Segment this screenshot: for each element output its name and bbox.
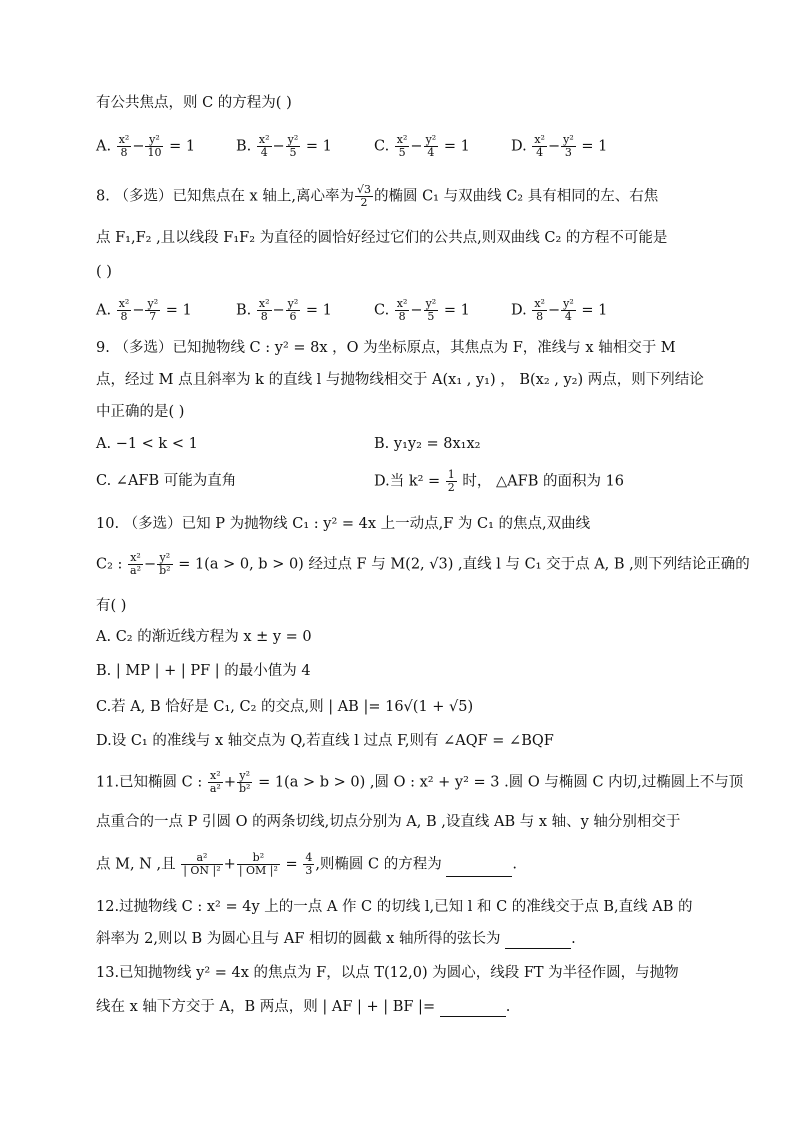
q9-stem-line-3: 中正确的是( ) [96, 404, 185, 420]
q13-stem-line-1: 13.已知抛物线 y² = 4x 的焦点为 F，以点 T(12,0) 为圆心，线段 FT 为半径作圆，与抛物 [96, 965, 679, 981]
q8-option-c[interactable]: C. $\frac{\text{x²}}{8}$ − $\frac{\text{y²}}{5}$ = 1 [374, 297, 470, 323]
q10-option-b[interactable]: B. | MP | + | PF | 的最小值为 4 [96, 663, 311, 679]
q7-option-d[interactable]: D. $\frac{\text{x²}}{4}$ − $\frac{\text{y²}}{3}$ = 1 [511, 133, 608, 159]
q12-stem-line-2: 斜率为 2,则以 B 为圆心且与 AF 相切的圆截 x 轴所得的弦长为 . [96, 931, 576, 947]
q8-option-b[interactable]: B. $\frac{\text{x²}}{8}$ − $\frac{\text{y²}}{6}$ = 1 [236, 297, 332, 323]
q9-stem-line-2: 点，经过 M 点且斜率为 k 的直线 l 与抛物线相交于 A(x₁ , y₁) ， B(x₂ , y₂) 两点，则下列结论 [96, 372, 704, 388]
q8-stem-line-2: 点 F₁,F₂ ,且以线段 F₁F₂ 为直径的圆恰好经过它们的公共点,则双曲线 C₂ 的方程不可能是 [96, 230, 668, 246]
q7-option-c[interactable]: C. $\frac{\text{x²}}{5}$ − $\frac{\text{y²}}{4}$ = 1 [374, 133, 470, 159]
q8-stem-line-3: ( ) [96, 264, 112, 280]
q9-option-b[interactable]: B. y₁y₂ = 8x₁x₂ [374, 436, 481, 452]
q7-option-a[interactable]: A. $\frac{\text{x²}}{8}$ − $\frac{\text{y²}}{10}$ = 1 [96, 133, 196, 159]
q9-option-a[interactable]: A. −1 < k < 1 [96, 436, 198, 452]
q10-option-c[interactable]: C.若 A, B 恰好是 C₁, C₂ 的交点,则 | AB |= 16√(1 + √5) [96, 699, 474, 715]
q7-stem-tail: 有公共焦点，则 C 的方程为( ) [96, 95, 292, 111]
q9-option-c[interactable]: C. ∠AFB 可能为直角 [96, 473, 237, 489]
q11-stem-line-2: 点重合的一点 P 引圆 O 的两条切线,切点分别为 A, B ,设直线 AB 与 x 轴、y 轴分别相交于 [96, 814, 681, 830]
q8-option-a[interactable]: A. $\frac{\text{x²}}{8}$ − $\frac{\text{y²}}{7}$ = 1 [96, 297, 192, 323]
q10-stem-line-1: 10. （多选）已知 P 为抛物线 C₁ : y² = 4x 上一动点,F 为 C₁ 的焦点,双曲线 [96, 516, 591, 532]
q8-stem-line-1: 8. （多选）已知焦点在 x 轴上,离心率为 $\frac{√3}{2}$ 的椭圆 C₁ 与双曲线 C₂ 具有相同的左、右焦 [96, 183, 659, 209]
q11-answer-blank[interactable] [446, 862, 512, 877]
q10-stem-line-2: C₂ : $\frac{\text{x²}}{\text{a²}}$ − $\frac{\text{y²}}{\text{b²}}$ = 1(a > 0, b > 0) 经过点 F 与 M(2, √3) ,直线 l 与 C₁ 交于点 A, B ,则下列结论正确的 [96, 551, 750, 577]
q9-stem-line-1: 9. （多选）已知抛物线 C : y² = 8x ，O 为坐标原点，其焦点为 F，准线与 x 轴相交于 M [96, 340, 676, 356]
q10-option-a[interactable]: A. C₂ 的渐近线方程为 x ± y = 0 [96, 629, 312, 645]
q12-answer-blank[interactable] [505, 934, 571, 949]
q10-stem-line-3: 有( ) [96, 598, 127, 614]
q11-stem-line-1: 11.已知椭圆 C : $\frac{\text{x²}}{\text{a²}}$ + $\frac{\text{y²}}{\text{b²}}$ = 1(a > b > 0) ,圆 O : x² + y² = 3 .圆 O 与椭圆 C 内切,过椭圆上不与顶 [96, 769, 744, 795]
q7-option-b[interactable]: B. $\frac{\text{x²}}{4}$ − $\frac{\text{y²}}{5}$ = 1 [236, 133, 332, 159]
q11-stem-line-3: 点 M, N ,且 $\frac{\text{a²}}{\text{| ON |²}}$ + $\frac{\text{b²}}{\text{| OM |²}}$ = $\frac{4}{3}$ ,则椭圆 C 的方程为 . [96, 851, 517, 877]
eccentricity-fraction: $\frac{√3}{2}$ [356, 183, 371, 209]
q10-option-d[interactable]: D.设 C₁ 的准线与 x 轴交点为 Q,若直线 l 过点 F,则有 ∠AQF = ∠BQF [96, 733, 554, 749]
q8-option-d[interactable]: D. $\frac{\text{x²}}{8}$ − $\frac{\text{y²}}{4}$ = 1 [511, 297, 608, 323]
q13-stem-line-2: 线在 x 轴下方交于 A，B 两点，则 | AF | + | BF |= . [96, 999, 511, 1015]
q12-stem-line-1: 12.过抛物线 C : x² = 4y 上的一点 A 作 C 的切线 l,已知 l 和 C 的准线交于点 B,直线 AB 的 [96, 899, 693, 915]
q9-option-d[interactable]: D.当 k² = $\frac{1}{2}$ 时， △AFB 的面积为 16 [374, 468, 625, 494]
q13-answer-blank[interactable] [440, 1002, 506, 1017]
